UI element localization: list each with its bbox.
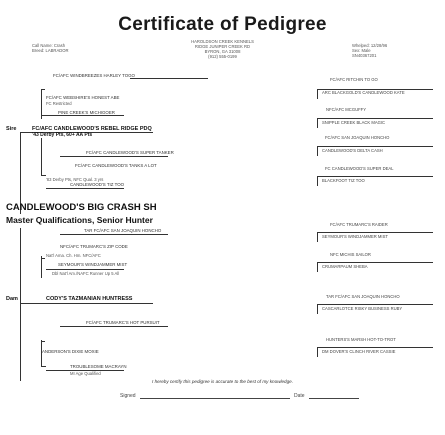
sire-dam-ggp-name-2: CANDLEWOOD'S TIZ TOO: [70, 182, 125, 187]
ggp-3: NFC/AFC MCGUFFY: [326, 107, 367, 112]
ggp-8: BLACKFOOT TIZ TOO: [322, 178, 365, 183]
dam-sire-gp-line: [60, 234, 168, 235]
sire-dam-ggp-line: [46, 188, 124, 189]
dam-main-line: [20, 303, 153, 304]
dam-sire-ggp-name-1: NFC/AFC TRUMARC'S ZIP CODE: [60, 244, 128, 249]
sire-ggp-note: FC Restricted: [46, 101, 72, 106]
ggp-11: NFC MICHIS SAILOR: [330, 252, 371, 257]
ggp-13: TAR FC/AFC SAN JOAQUIN HONCHO: [326, 294, 400, 299]
dam-dam-gp-line: [60, 326, 168, 327]
dam-dam-ggp-note: MI Age Qualified: [70, 371, 101, 376]
signature-line[interactable]: [140, 398, 290, 399]
dam-sire-ggp-name-2: SEYMOUR'S WINDJAMMER MIST: [58, 262, 128, 267]
dam-sire-gp-name: TAR FC/AFC SAN JOAQUIN HONCHO: [84, 228, 162, 233]
dam-dam-gp-name: FC/AFC TRUMARC'S HOT PURSUIT: [86, 320, 160, 325]
dam-dam-ggp-name-1: ANDERSON'S DIXIE MOXIE: [42, 349, 99, 354]
sire-dam-ggp-note: '83 Derby Pts, NFC Qual. 3 yrs: [46, 177, 104, 182]
ggp-4: SNIPPLE CREEK BLACK MAGIC: [322, 120, 386, 125]
header-right-line-3: SN40367201: [352, 53, 377, 58]
subject-dog-titles: Master Qualifications, Senior Hunter: [6, 215, 153, 225]
sire-ggp-name-1: FC/AFC WEBSHIRE'S HONEST ABE: [46, 95, 120, 100]
header-left-line-2: Breed: LABRADOR: [32, 48, 69, 53]
ggp-9: FC/AFC TRUMARC'S RAIDER: [330, 222, 388, 227]
ggp-16: DM DOVER'S CLINCH RIVER CASSIE: [322, 349, 396, 354]
dam-label: Dam: [6, 296, 18, 302]
sire-info: '43 Derby Pts, 60+ AA Pts: [32, 132, 93, 138]
sire-gp-line: [130, 78, 208, 79]
dam-vertical: [20, 228, 21, 303]
dam-sire-ggp-note-2: Dbl Nat'l Am./NAFC Runner Up 5 All: [52, 271, 120, 276]
header-center-line-1: HAROLDSON CREEK KENNELS: [191, 39, 254, 44]
dam-name: CODY'S TAZMANIAN HUNTRESS: [46, 296, 133, 302]
sire-ggp-tick: [41, 89, 45, 90]
certificate-title: Certificate of Pedigree: [118, 14, 327, 35]
sire-dam-gp-name: FC/AFC CANDLEWOOD'S SUPER TANKER: [86, 150, 174, 155]
header-center-line-4: (912) 555-0199: [208, 54, 237, 59]
sire-dam-ggp-name-1: FC/AFC CANDLEWOOD'S TANKS A LOT: [75, 163, 157, 168]
header-center-line-2: RIDGE JUNIPER CREEK RD: [194, 44, 251, 49]
dam-dam-ggp-name-2: TROUBLESOME MACRAYN: [70, 364, 127, 369]
header-left-line-1: Call Name: Crash: [32, 43, 66, 48]
dam-sire-bracket: [41, 256, 42, 278]
sire-ggp-line-2: [46, 115, 124, 116]
sire-dam-bracket: [41, 138, 42, 176]
dam-sire-ggp-note: Nat'l Ama. Ch. Hm. NFC/AFC: [46, 253, 101, 258]
ggp-6: CANDLEWOOD'S DELTA CASH: [322, 148, 383, 153]
dam-dam-vertical: [20, 303, 21, 381]
dam-sire-ggp-line: [46, 269, 124, 270]
header-right-line-1: Whelped: 12/28/96: [352, 43, 388, 48]
header-right: [352, 43, 387, 58]
dam-dam-bracket-tick: [41, 341, 45, 342]
ggp-2: ARC BLACKGOLD'S CANDLEWOOD KATE: [322, 90, 405, 95]
sire-name: FC/AFC CANDLEWOOD'S REBEL RIDGE PDQ: [32, 126, 152, 132]
sire-dam-gp-line: [60, 156, 168, 157]
subject-dog-name: CANDLEWOOD'S BIG CRASH SH: [6, 202, 157, 213]
sire-label: Sire: [6, 126, 17, 132]
ggp-14: CASCARLOTCE RISKY BUSINESS RUBY: [322, 306, 403, 311]
ggp-10: SEYMOUR'S WINDJAMMER MIST: [322, 234, 388, 239]
ggp-1: FC/AFC RITCHIN TO GO: [330, 77, 378, 82]
header-center-line-3: BYRON, GA 31008: [204, 49, 241, 54]
sire-dam-bracket-tick: [41, 175, 46, 176]
ggp-15: HUNTERS'S MARSH HOT-TO-TROT: [326, 337, 396, 342]
certify-text: I hereby certify this pedigree is accurate to the best of my knowledge.: [152, 379, 293, 384]
ggp-5: FC/AFC SAN JOAQUIN HONCHO: [325, 135, 390, 140]
date-label: Date: [294, 393, 305, 399]
date-line[interactable]: [309, 398, 359, 399]
ggp-7: FC CANDLEWOOD'S SUPER DEAL: [325, 166, 394, 171]
dam-dam-bracket-tick-2: [41, 366, 46, 367]
sire-sire-name: FC/AFC WINDBREEZES HARLEY TOGO: [53, 73, 135, 78]
ggp-12: CRUMARPAUM SHEBA: [322, 264, 368, 269]
signed-label: Signed: [120, 393, 136, 399]
sire-ggp-name-2: PINE CREEK'S MICHIGOER: [58, 110, 115, 115]
dam-sire-bracket-tick: [41, 258, 45, 259]
header-right-line-2: Sex: Male: [352, 48, 371, 53]
